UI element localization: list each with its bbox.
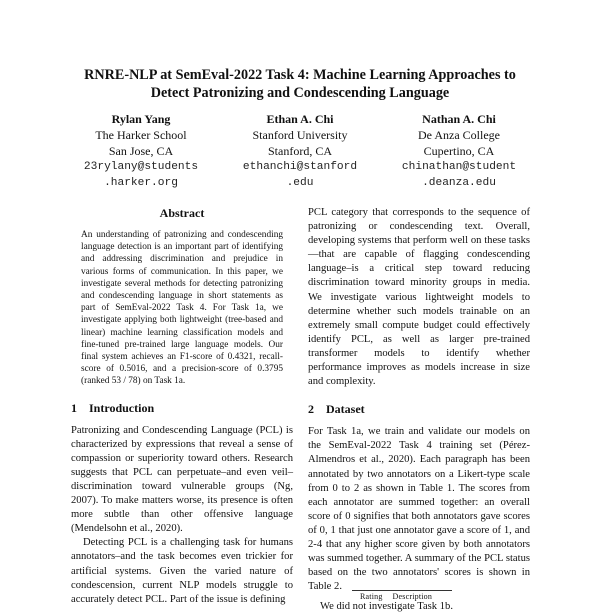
author-email-line-1: ethanchi@stanford bbox=[242, 161, 358, 173]
author-2 bbox=[225, 111, 375, 191]
author-affiliation: The Harker School bbox=[95, 128, 187, 142]
author-3 bbox=[384, 111, 534, 191]
author-block bbox=[66, 111, 534, 191]
dataset-note: We did not investigate Task 1b. bbox=[320, 601, 453, 613]
author-email-line-1: chinathan@student bbox=[401, 161, 517, 173]
left-column bbox=[71, 206, 293, 607]
author-location: Cupertino, CA bbox=[423, 144, 495, 158]
section-heading-dataset bbox=[308, 402, 530, 417]
author-1 bbox=[66, 111, 216, 191]
author-email-line-1: 23rylany@students bbox=[83, 161, 199, 173]
right-column bbox=[308, 206, 530, 614]
intro-paragraph-1: Patronizing and Condescending Language (PCL) is characterized by expressions that reveal a sense of compassion or superiority toward others. Research suggests that PCL can perpetuate–and even veil–discrimination toward vulnerable groups (Ng, 2007). To make matters worse, its presence is often more subtle than other offensive language (Mendelsohn et al., 2020). bbox=[71, 424, 293, 535]
author-location: Stanford, CA bbox=[268, 144, 332, 158]
dataset-paragraph: For Task 1a, we train and validate our models on the SemEval-2022 Task 4 training set (Pérez-Almendros et al., 2020). Each paragraph has been annotated by two annotators on a Likert-type scale from 0 to 2 as shown in Table 1. The scores from each annotator are summed together: an overall score of 0 signifies that both annotators gave scores of 0, 1 that just one annotator gave a score of 1, and 2-4 that any higher score given by both annotators was summed together. A summary of the PCL status based on the two annotators' scores is shown in Table 2. bbox=[308, 426, 530, 593]
author-name: Ethan A. Chi bbox=[266, 112, 334, 126]
section-number: 2 bbox=[308, 402, 314, 417]
abstract-heading: Abstract bbox=[159, 206, 205, 220]
author-email-line-2: .harker.org bbox=[104, 177, 178, 189]
author-affiliation: De Anza College bbox=[418, 128, 500, 142]
author-email-line-2: .deanza.edu bbox=[422, 177, 496, 189]
author-name: Rylan Yang bbox=[111, 112, 171, 126]
author-name: Nathan A. Chi bbox=[422, 112, 496, 126]
abstract-text: An understanding of patronizing and condescending language detection is an important part of identifying and addressing discrimination and prejudice in various forms of communication. In this paper, we investigate several methods for detecting patronizing and condescending language in short statements as part of SemEval-2022 Task 4. For Task 1a, we investigate applying both lightweight (tree-based and linear) machine learning classification models and fine-tuned pre-trained large language models. Our final system achieves an F1-score of 0.4321, recall-score of 0.5016, and a precision-score of 0.3795 (ranked 53 / 78) on Task 1a. bbox=[81, 230, 283, 387]
section-number: 1 bbox=[71, 400, 77, 415]
table-col-rating: Rating bbox=[360, 592, 383, 601]
author-email-line-2: .edu bbox=[286, 177, 314, 189]
table-col-description: Description bbox=[392, 592, 433, 601]
author-affiliation: Stanford University bbox=[252, 128, 348, 142]
section-title: Introduction bbox=[89, 400, 155, 415]
section-heading-introduction bbox=[71, 401, 293, 416]
intro-paragraph-2: Detecting PCL is a challenging task for humans annotators–and the task becomes even trickier for artificial systems. Given the varied nature of condescension, current NLP models struggle to accurately detect PCL. Part of the issue is defining bbox=[71, 537, 293, 605]
paper-title bbox=[0, 66, 600, 102]
table-top-rule bbox=[352, 590, 452, 591]
intro-continued-paragraph: PCL category that corresponds to the sequence of patronizing or condescending text. Overall, developing systems that perform well on these tasks—that are capable of flagging condescending language–is a critical step toward reducing discrimination toward minority groups in media. We investigate various lightweight models to determine whether such models trainable on an extremely small compute budget could effectively identify PCL, as well as larger pre-trained transformer models to identify whether performance improves as models increase in size and complexity. bbox=[308, 207, 530, 388]
title-line-1: RNRE-NLP at SemEval-2022 Task 4: Machine Learning Approaches to bbox=[84, 67, 516, 83]
author-location: San Jose, CA bbox=[108, 144, 174, 158]
title-line-2: Detect Patronizing and Condescending Language bbox=[150, 85, 450, 101]
section-title: Dataset bbox=[326, 402, 365, 417]
